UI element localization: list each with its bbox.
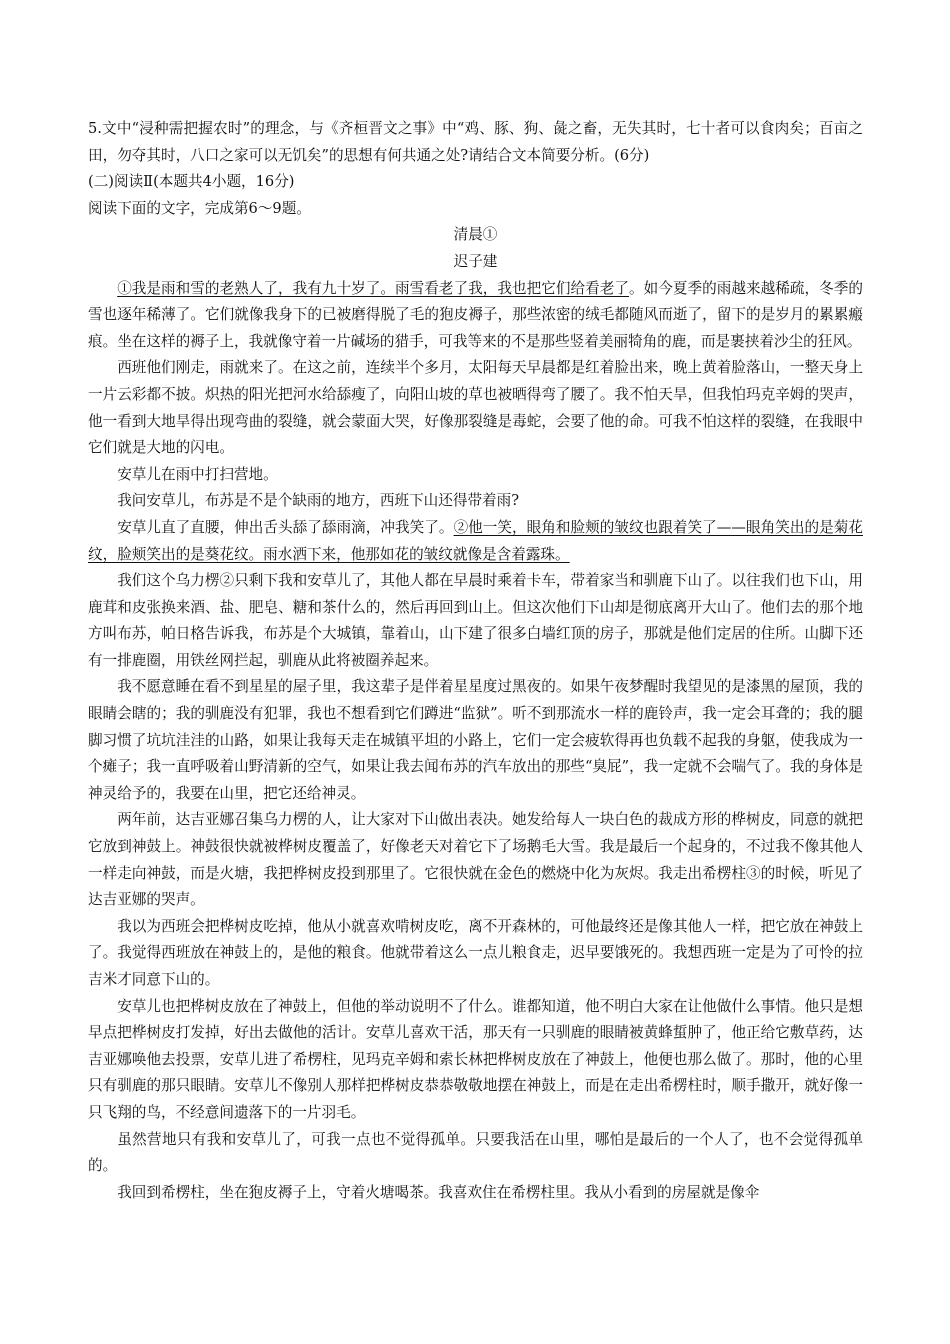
underlined-sentence-2: ②他一笑，眼角和脸颊的皱纹也跟着笑了——眼角笑出的是菊花纹，脸颊笑出的是葵花纹。雨水洒下来，他那如花的皱纹就像是含着露珠。 — [88, 518, 863, 563]
paragraph-2: 西班他们刚走，雨就来了。在这之前，连续半个多月，太阳每天早晨都是红着脸出来，晚上黄着脸落山，一整天身上一片云彩都不披。炽热的阳光把河水给舔瘦了，向阳山坡的草也被晒得弯了腰了。我不怕天旱，但我怕玛克辛姆的哭声，他一看到大地旱得出现弯曲的裂缝，就会蒙面大哭，好像那裂缝是毒蛇，会要了他的命。可我不怕这样的裂缝，在我眼中它们就是大地的闪电。 — [88, 359, 863, 457]
question-5: 5.文中“浸种需把握农时”的理念，与《齐桓晋文之事》中“鸡、豚、狗、彘之畜，无失其时，七十者可以食肉矣；百亩之田，勿夺其时，八口之家可以无饥矣”的思想有何共通之处?请结合文本简要分析。(6分) — [88, 120, 863, 164]
paragraph-12: 我回到希楞柱，坐在狍皮褥子上，守着火塘喝茶。我喜欢住在希楞柱里。我从小看到的房屋就是像伞 — [117, 1183, 760, 1201]
document-page — [88, 116, 863, 1206]
paragraph-1-rest: 。如今夏季的雨越来越稀疏，冬季的雪也逐年稀薄了。它们就像我身下的已被磨得脱了毛的狍皮褥子，那些浓密的绒毛都随风而逝了，留下的是岁月的累累瘢痕。坐在这样的褥子上，我就像守着一片碱场的猎手，可我等来的不是那些竖着美丽犄角的鹿，而是裹挟着沙尘的狂风。 — [88, 279, 863, 350]
paragraph-3: 安草儿在雨中打扫营地。 — [117, 465, 278, 483]
paragraph-5 — [88, 515, 863, 568]
paragraph-7: 我不愿意睡在看不到星星的屋子里，我这辈子是伴着星星度过黑夜的。如果午夜梦醒时我望见的是漆黑的屋顶，我的眼睛会瞎的；我的驯鹿没有犯罪，我也不想看到它们蹲进“监狱”。听不到那流水一样的鹿铃声，我一定会耳聋的；我的腿脚习惯了坑坑洼洼的山路，如果让我每天走在城镇平坦的小路上，它们一定会疲软得再也负载不起我的身躯，使我成为一个瘫子；我一直呼吸着山野清新的空气，如果让我去闻布苏的汽车放出的那些“臭屁”，我一定就不会喘气了。我的身体是神灵给予的，我要在山里，把它还给神灵。 — [88, 678, 863, 802]
reading-instruction: 阅读下面的文字，完成第6～9题。 — [88, 199, 311, 217]
section-header: (二)阅读Ⅱ(本题共4小题，16分) — [88, 173, 295, 191]
article-author: 迟子建 — [453, 252, 498, 270]
paragraph-4: 我问安草儿，布苏是不是个缺雨的地方，西班下山还得带着雨? — [117, 492, 520, 510]
underlined-sentence-1: ①我是雨和雪的老熟人了，我有九十岁了。雨雪看老了我，我也把它们给看老了 — [117, 279, 630, 297]
paragraph-8: 两年前，达吉亚娜召集乌力楞的人，让大家对下山做出表决。她发给每人一块白色的裁成方形的桦树皮，同意的就把它放到神鼓上。神鼓很快就被桦树皮覆盖了，好像老天对着它下了场鹅毛大雪。我是最后一个起身的，不过我不像其他人一样走向神鼓，而是火塘，我把桦树皮投到那里了。它很快就在金色的燃烧中化为灰烬。我走出希楞柱③的时候，听见了达吉亚娜的哭声。 — [88, 811, 863, 909]
paragraph-10: 安草儿也把桦树皮放在了神鼓上，但他的举动说明不了什么。谁都知道，他不明白大家在让他做什么事情。他只是想早点把桦树皮打发掉，好出去做他的活计。安草儿喜欢干活，那天有一只驯鹿的眼睛被黄蜂蜇肿了，他正给它敷草药，达吉亚娜唤他去投票，安草儿进了希楞柱，见玛克辛姆和索长林把桦树皮放在了神鼓上，他便也那么做了。那时，他的心里只有驯鹿的那只眼睛。安草儿不像别人那样把桦树皮恭恭敬敬地摆在神鼓上，而是在走出希楞柱时，顺手撒开，就好像一只飞翔的鸟，不经意间遗落下的一片羽毛。 — [88, 997, 863, 1121]
paragraph-11: 虽然营地只有我和安草儿了，可我一点也不觉得孤单。只要我活在山里，哪怕是最后的一个人了，也不会觉得孤单的。 — [88, 1130, 863, 1175]
article-title: 清晨① — [453, 226, 498, 244]
paragraph-9: 我以为西班会把桦树皮吃掉，他从小就喜欢啃树皮吃，离不开森林的，可他最终还是像其他人一样，把它放在神鼓上了。我觉得西班放在神鼓上的，是他的粮食。他就带着这么一点儿粮食走，迟早要饿死的。我想西班一定是为了可怜的拉吉米才同意下山的。 — [88, 917, 863, 988]
paragraph-5-lead: 安草儿直了直腰，伸出舌头舔了舔雨滴，冲我笑了。 — [117, 518, 454, 536]
paragraph-6: 我们这个乌力楞②只剩下我和安草儿了，其他人都在早晨时乘着卡车，带着家当和驯鹿下山了。以往我们也下山，用鹿茸和皮张换来酒、盐、肥皂、糖和茶什么的，然后再回到山上。但这次他们下山却是彻底离开大山了。他们去的那个地方叫布苏，帕日格告诉我，布苏是个大城镇，靠着山，山下建了很多白墙红顶的房子，那就是他们定居的住所。山脚下还有一排鹿圈，用铁丝网拦起，驯鹿从此将被圈养起来。 — [88, 572, 863, 669]
paragraph-1 — [88, 276, 863, 356]
